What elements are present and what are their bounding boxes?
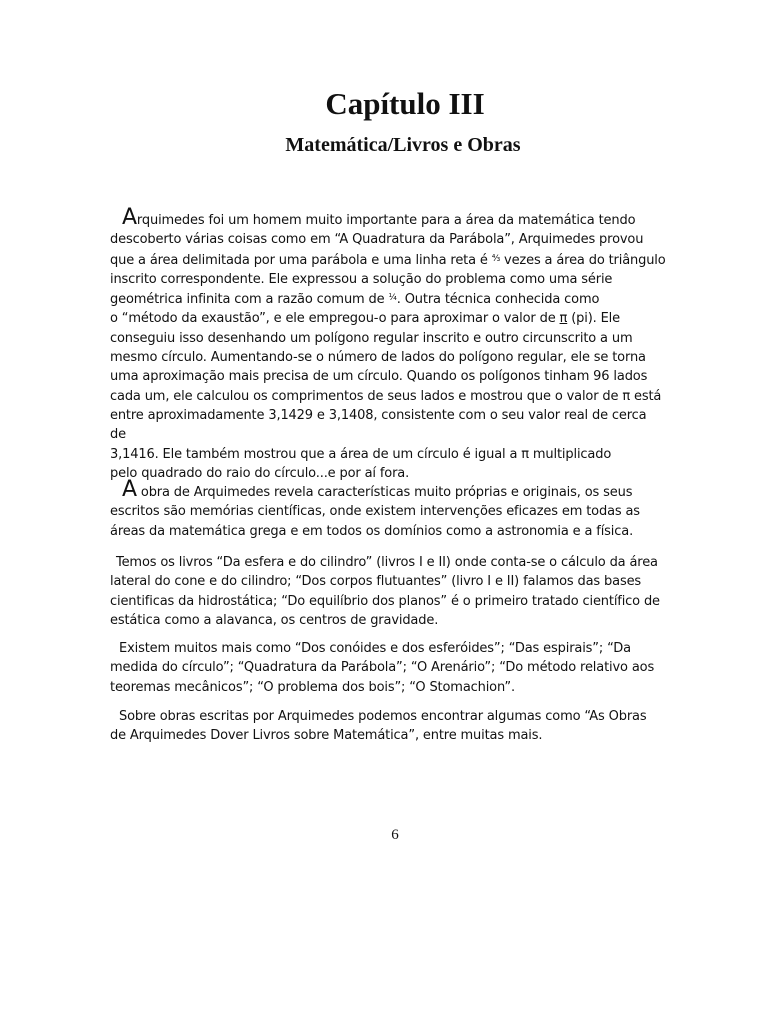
paragraph-line: Sobre obras escritas por Arquimedes podemos encontrar algumas como “As Obras (119, 709, 647, 724)
text-run: rquimedes foi um homem muito importante para a área da matemática tendo (136, 213, 636, 228)
paragraph-archimedes-work (110, 477, 666, 541)
paragraph-line: descoberto várias coisas como em “A Quadratura da Parábola”, Arquimedes provou (110, 232, 644, 248)
paragraph-line: inscrito correspondente. Ele expressou a solução do problema como uma série (110, 271, 613, 287)
paragraph-line: teoremas mecânicos”; “O problema dos bois”; “O Stomachion”. (110, 679, 515, 695)
fraction-four-thirds: ⁴⁄₃ (491, 253, 501, 264)
text-run: o “método da exaustão”, e ele empregou-o para aproximar o valor de (110, 311, 560, 327)
paragraph-more-works (110, 639, 666, 697)
paragraph-line: mesmo círculo. Aumentando-se o número de lados do polígono regular, ele se torna (110, 350, 646, 366)
paragraph-line: Temos os livros “Da esfera e do cilindro” (livros I e II) onde conta-se o cálculo da área (116, 555, 658, 570)
paragraph-line (110, 250, 666, 270)
paragraph-line: 3,1416. Ele também mostrou que a área de um círculo é igual a π multiplicado (110, 446, 612, 462)
text-run: que a área delimitada por uma parábola e uma linha reta é (110, 252, 492, 268)
paragraph-line: pelo quadrado do raio do círculo...e por aí fora. (110, 465, 410, 481)
text-run: vezes a área do triângulo (500, 252, 666, 268)
paragraph-line: áreas da matemática grega e em todos os domínios como a astronomia e a física. (110, 523, 634, 539)
paragraph-line: cada um, ele calculou os comprimentos de seus lados e mostrou que o valor de π está (110, 388, 662, 404)
text-run: . Outra técnica conhecida como (396, 292, 600, 308)
paragraph-line: medida do círculo”; “Quadratura da Parábola”; “O Arenário”; “Do método relativo aos (110, 660, 655, 676)
text-run: obra de Arquimedes revela características muito próprias e originais, os seus (136, 485, 633, 500)
paragraph-line (110, 289, 666, 309)
paragraph-books (110, 553, 666, 630)
paragraph-line (110, 309, 666, 328)
text-run: (pi). Ele (567, 311, 620, 327)
drop-cap: A (122, 205, 137, 230)
text-run: geométrica infinita com a razão comum de (110, 292, 389, 308)
paragraph-line: cientificas da hidrostática; “Do equilíbrio dos planos” é o primeiro tratado científico de (110, 593, 660, 609)
paragraph-line (110, 477, 666, 502)
paragraph-line (110, 205, 666, 230)
chapter-subtitle: Matemática/Livros e Obras (285, 134, 521, 156)
pi-link[interactable]: π (559, 311, 568, 327)
paragraph-line: escritos são memórias científicas, onde existem intervenções eficazes em todas as (110, 504, 640, 520)
fraction-one-quarter: ¹⁄₄ (388, 293, 397, 304)
paragraph-line: Existem muitos mais como “Dos conóides e dos esferóides”; “Das espirais”; “Da (119, 641, 631, 656)
page-number: 6 (391, 827, 399, 843)
drop-cap: A (122, 477, 137, 502)
paragraph-line: lateral do cone e do cilindro; “Dos corpos flutuantes” (livro I e II) falamos das bases (110, 574, 642, 590)
paragraph-line: entre aproximadamente 3,1429 e 3,1408, consistente com o seu valor real de cerca de (110, 407, 647, 443)
paragraph-line: uma aproximação mais precisa de um círculo. Quando os polígonos tinham 96 lados (110, 369, 648, 385)
paragraph-line: de Arquimedes Dover Livros sobre Matemática”, entre muitas mais. (110, 728, 543, 744)
paragraph-line: conseguiu isso desenhando um polígono regular inscrito e outro circunscrito a um (110, 330, 633, 346)
paragraph-line: estática como a alavanca, os centros de gravidade. (110, 612, 439, 628)
chapter-title: Capítulo III (325, 86, 485, 121)
paragraph-archimedes-intro (110, 205, 666, 483)
paragraph-written-works (110, 707, 666, 746)
